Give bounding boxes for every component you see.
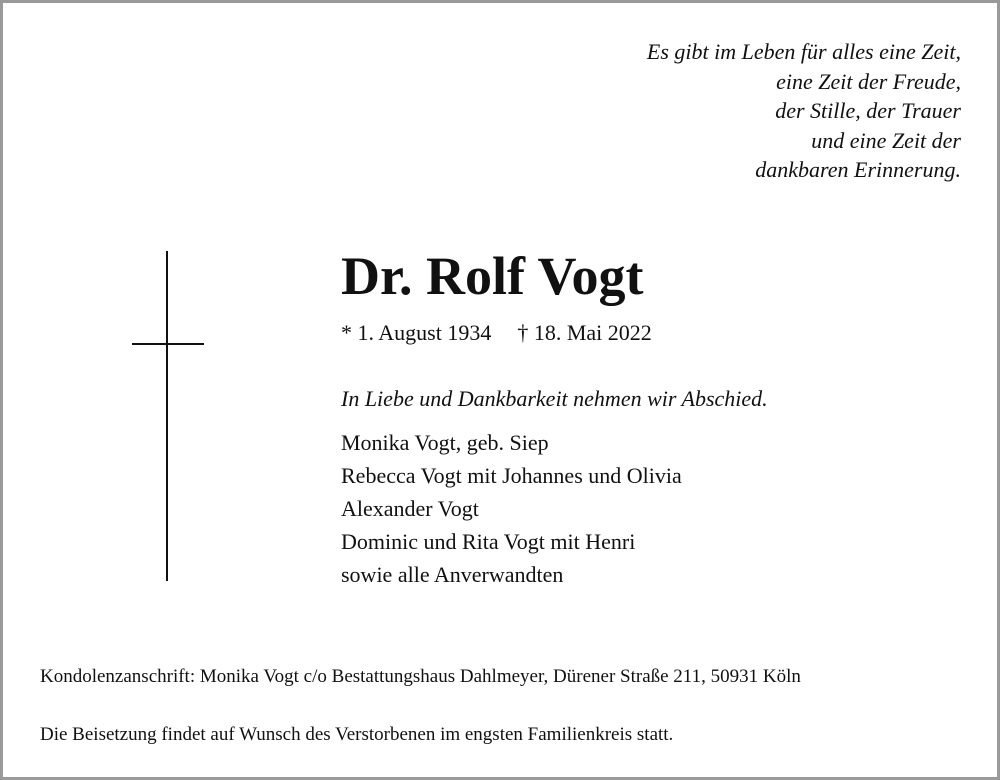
deceased-name: Dr. Rolf Vogt (341, 246, 644, 306)
mourner-item: Dominic und Rita Vogt mit Henri (341, 529, 636, 554)
mourner-item: sowie alle Anverwandten (341, 562, 564, 587)
quote-line: dankbaren Erinnerung. (755, 157, 961, 182)
life-dates (341, 319, 652, 347)
cross-vertical-bar (166, 251, 168, 581)
condolence-address: Kondolenzanschrift: Monika Vogt c/o Bestattungshaus Dahlmeyer, Dürener Straße 211, 50931 Köln (40, 666, 801, 687)
quote-block (647, 37, 961, 185)
birth-date: * 1. August 1934 (341, 320, 492, 345)
burial-note: Die Beisetzung findet auf Wunsch des Verstorbenen im engsten Familienkreis statt. (40, 724, 674, 745)
death-date: † 18. Mai 2022 (517, 320, 652, 345)
cross-horizontal-bar (132, 343, 204, 345)
mourners-list (341, 426, 682, 591)
mourner-item: Alexander Vogt (341, 496, 479, 521)
mourner-item: Monika Vogt, geb. Siep (341, 430, 549, 455)
quote-line: der Stille, der Trauer (775, 98, 961, 123)
mourner-item: Rebecca Vogt mit Johannes und Olivia (341, 463, 682, 488)
quote-line: Es gibt im Leben für alles eine Zeit, (646, 39, 961, 64)
quote-line: und eine Zeit der (811, 127, 961, 153)
farewell-text: In Liebe und Dankbarkeit nehmen wir Abschied. (341, 386, 768, 411)
quote-line: eine Zeit der Freude, (776, 68, 961, 94)
